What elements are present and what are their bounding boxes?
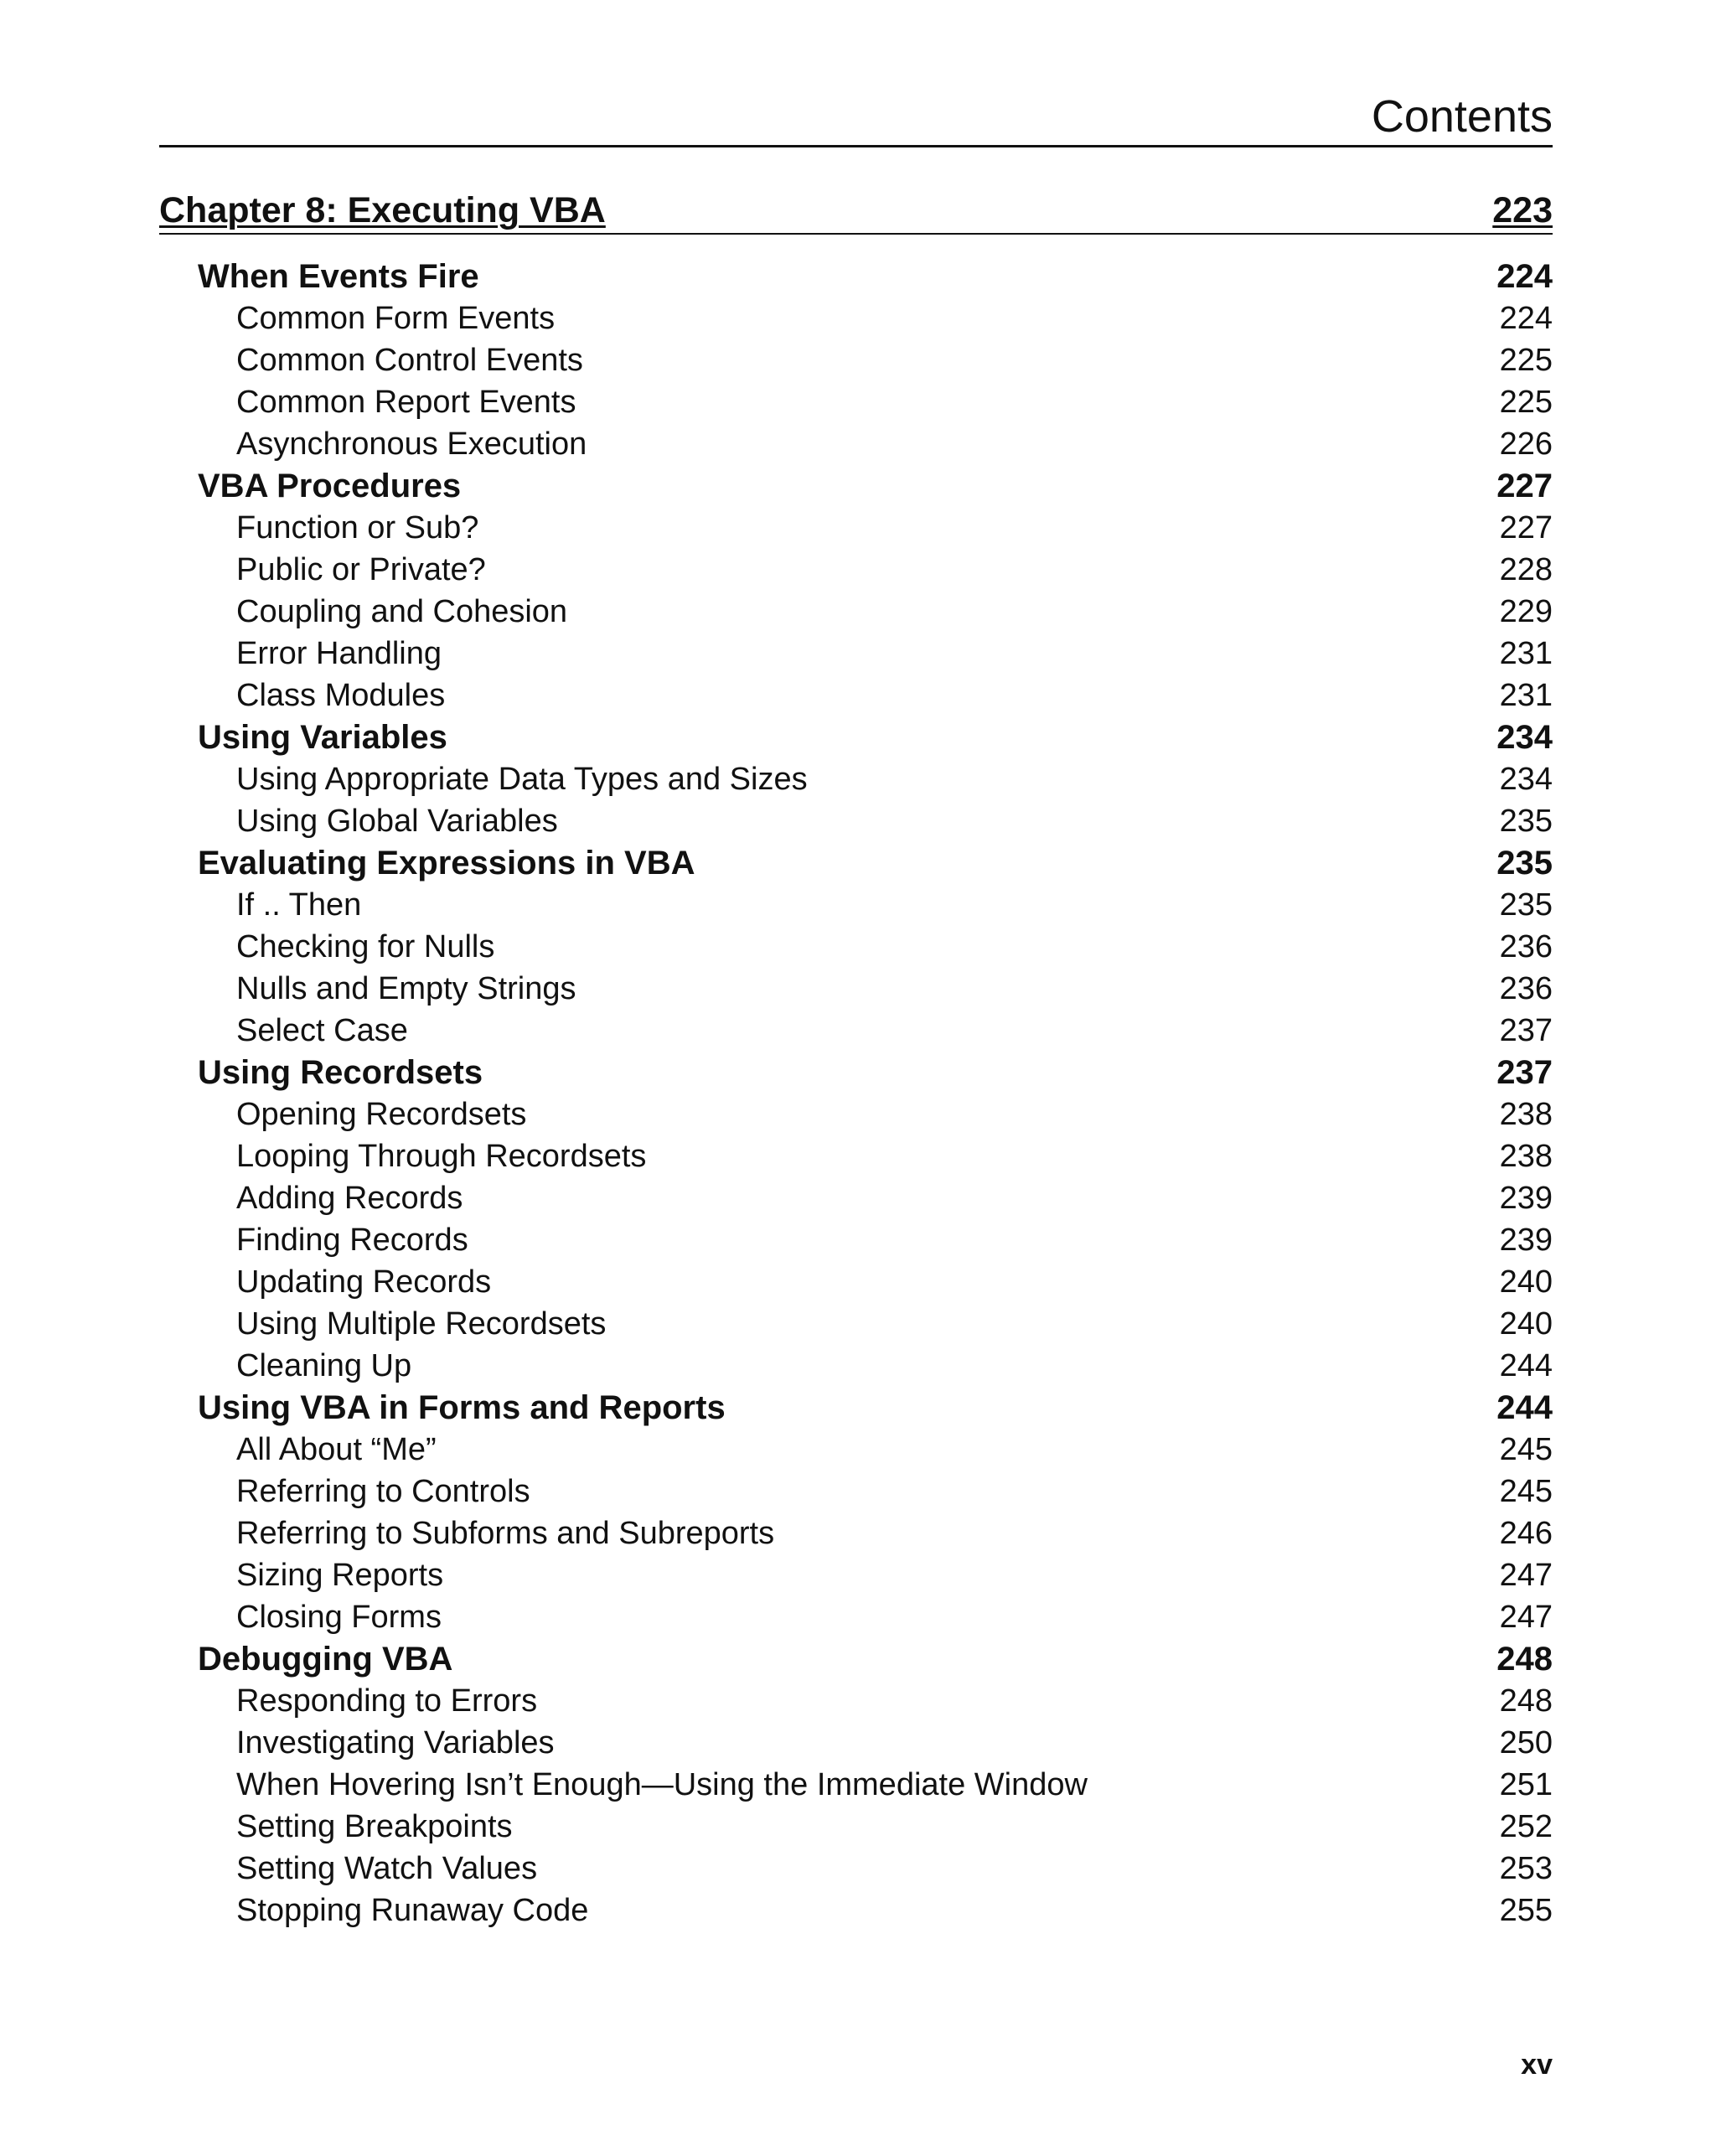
toc-entry-page: 238 xyxy=(1499,1097,1553,1132)
toc-section-title: When Events Fire xyxy=(198,258,479,295)
toc-entry-title: Using Multiple Recordsets xyxy=(236,1306,607,1342)
toc-entry-page: 255 xyxy=(1499,1893,1553,1928)
toc-entry xyxy=(159,423,1553,465)
toc-entry xyxy=(159,675,1553,716)
toc-entry-title: Asynchronous Execution xyxy=(236,427,587,462)
chapter-title: Chapter 8: Executing VBA xyxy=(159,190,606,230)
toc-section-title: Using Variables xyxy=(198,719,447,756)
toc-entry-page: 248 xyxy=(1499,1683,1553,1719)
toc-entry xyxy=(159,1094,1553,1135)
toc-entry xyxy=(159,1261,1553,1303)
toc-entry-title: Stopping Runaway Code xyxy=(236,1893,589,1928)
toc-entry-page: 235 xyxy=(1499,804,1553,839)
toc-section xyxy=(159,842,1553,884)
toc-entry-page: 240 xyxy=(1499,1306,1553,1342)
toc-entry xyxy=(159,1848,1553,1890)
toc-section-title: Using Recordsets xyxy=(198,1054,483,1091)
toc-section-title: Using VBA in Forms and Reports xyxy=(198,1389,726,1426)
toc-entry-title: Error Handling xyxy=(236,636,442,671)
toc-entry-page: 228 xyxy=(1499,552,1553,587)
toc-entry-page: 251 xyxy=(1499,1767,1553,1802)
toc-section xyxy=(159,1638,1553,1680)
toc-entry-page: 247 xyxy=(1499,1558,1553,1593)
toc-section-page: 224 xyxy=(1496,258,1553,295)
toc-entry-title: Select Case xyxy=(236,1013,408,1048)
toc-entry-title: Common Control Events xyxy=(236,343,583,378)
toc-entry-title: Checking for Nulls xyxy=(236,929,495,964)
toc-section-page: 227 xyxy=(1496,468,1553,504)
toc-entry-page: 252 xyxy=(1499,1809,1553,1844)
toc-entry-title: Nulls and Empty Strings xyxy=(236,971,576,1006)
toc-entry-title: Setting Breakpoints xyxy=(236,1809,513,1844)
toc-entry xyxy=(159,549,1553,591)
toc-entry xyxy=(159,297,1553,339)
toc-section-page: 248 xyxy=(1496,1641,1553,1678)
toc-entry-page: 239 xyxy=(1499,1223,1553,1258)
toc-entry-title: Opening Recordsets xyxy=(236,1097,527,1132)
toc-entry-title: Function or Sub? xyxy=(236,510,479,545)
toc-entry-page: 236 xyxy=(1499,971,1553,1006)
toc-entry-page: 239 xyxy=(1499,1181,1553,1216)
toc-entry-title: Investigating Variables xyxy=(236,1725,555,1760)
toc-entry-page: 245 xyxy=(1499,1432,1553,1467)
toc-entry xyxy=(159,381,1553,423)
toc-entry-title: Coupling and Cohesion xyxy=(236,594,568,629)
toc-entry-page: 253 xyxy=(1499,1851,1553,1886)
toc-entry xyxy=(159,1890,1553,1931)
toc-entry-page: 229 xyxy=(1499,594,1553,629)
toc-entry-page: 225 xyxy=(1499,385,1553,420)
toc-section-page: 234 xyxy=(1496,719,1553,756)
toc-entry-page: 224 xyxy=(1499,301,1553,336)
toc-section xyxy=(159,716,1553,758)
toc-entry-title: Class Modules xyxy=(236,678,446,713)
toc-entry-page: 227 xyxy=(1499,510,1553,545)
toc-entry xyxy=(159,1135,1553,1177)
toc-entry-page: 245 xyxy=(1499,1474,1553,1509)
toc-entry xyxy=(159,1010,1553,1052)
toc-entry-page: 225 xyxy=(1499,343,1553,378)
toc-section-title: Debugging VBA xyxy=(198,1641,453,1678)
toc-entry-title: Finding Records xyxy=(236,1223,468,1258)
toc-section-page: 235 xyxy=(1496,845,1553,882)
chapter-page: 223 xyxy=(1492,190,1553,230)
toc-entry-title: Referring to Subforms and Subreports xyxy=(236,1516,775,1551)
toc-entry-page: 247 xyxy=(1499,1600,1553,1635)
toc-entry xyxy=(159,1554,1553,1596)
toc-entry xyxy=(159,1512,1553,1554)
toc-entry-title: Responding to Errors xyxy=(236,1683,538,1719)
toc-entry-title: Public or Private? xyxy=(236,552,486,587)
toc-entry xyxy=(159,968,1553,1010)
toc-entry-title: When Hovering Isn’t Enough—Using the Immediate Window xyxy=(236,1767,1088,1802)
toc-entry xyxy=(159,339,1553,381)
header-rule xyxy=(159,145,1553,147)
toc-entry xyxy=(159,1303,1553,1345)
toc-entry-page: 231 xyxy=(1499,678,1553,713)
toc-entry xyxy=(159,1806,1553,1848)
toc-section-title: Evaluating Expressions in VBA xyxy=(198,845,695,882)
toc-entry-page: 244 xyxy=(1499,1348,1553,1383)
toc-entry xyxy=(159,800,1553,842)
toc-entry xyxy=(159,758,1553,800)
toc-entry xyxy=(159,507,1553,549)
toc-entry-title: Setting Watch Values xyxy=(236,1851,538,1886)
toc-entry xyxy=(159,884,1553,926)
toc-entry xyxy=(159,1764,1553,1806)
toc-entry-page: 231 xyxy=(1499,636,1553,671)
toc-list xyxy=(159,256,1553,1931)
toc-entry-page: 246 xyxy=(1499,1516,1553,1551)
toc-entry-page: 236 xyxy=(1499,929,1553,964)
toc-section-title: VBA Procedures xyxy=(198,468,462,504)
running-head: Contents xyxy=(1371,91,1553,142)
chapter-heading xyxy=(159,183,1553,235)
toc-entry-title: Using Appropriate Data Types and Sizes xyxy=(236,762,808,797)
toc-entry-title: Closing Forms xyxy=(236,1600,442,1635)
toc-section xyxy=(159,1052,1553,1094)
toc-section xyxy=(159,1387,1553,1429)
toc-section-page: 244 xyxy=(1496,1389,1553,1426)
toc-entry xyxy=(159,926,1553,968)
toc-entry xyxy=(159,1722,1553,1764)
toc-entry xyxy=(159,1219,1553,1261)
toc-entry-title: Referring to Controls xyxy=(236,1474,530,1509)
toc-section-page: 237 xyxy=(1496,1054,1553,1091)
toc-entry-title: Common Report Events xyxy=(236,385,576,420)
toc-entry-page: 240 xyxy=(1499,1264,1553,1300)
toc-entry-title: If .. Then xyxy=(236,887,362,923)
toc-entry-title: Looping Through Recordsets xyxy=(236,1139,647,1174)
toc-entry-page: 250 xyxy=(1499,1725,1553,1760)
toc-entry-title: Using Global Variables xyxy=(236,804,558,839)
toc-entry xyxy=(159,591,1553,633)
toc-entry-page: 235 xyxy=(1499,887,1553,923)
toc-entry-title: Sizing Reports xyxy=(236,1558,444,1593)
toc-entry-page: 237 xyxy=(1499,1013,1553,1048)
toc-entry xyxy=(159,1345,1553,1387)
toc-entry-page: 234 xyxy=(1499,762,1553,797)
toc-section xyxy=(159,465,1553,507)
toc-entry xyxy=(159,1596,1553,1638)
toc-entry xyxy=(159,1177,1553,1219)
toc-entry xyxy=(159,633,1553,675)
toc-entry-page: 238 xyxy=(1499,1139,1553,1174)
toc-entry-title: All About “Me” xyxy=(236,1432,437,1467)
toc-entry-title: Cleaning Up xyxy=(236,1348,412,1383)
toc-section xyxy=(159,256,1553,297)
toc-entry-page: 226 xyxy=(1499,427,1553,462)
toc-entry-title: Updating Records xyxy=(236,1264,492,1300)
toc-entry-title: Adding Records xyxy=(236,1181,463,1216)
toc-entry-title: Common Form Events xyxy=(236,301,556,336)
toc-entry xyxy=(159,1429,1553,1471)
toc-entry xyxy=(159,1471,1553,1512)
page-folio: xv xyxy=(1521,2049,1553,2081)
toc-entry xyxy=(159,1680,1553,1722)
